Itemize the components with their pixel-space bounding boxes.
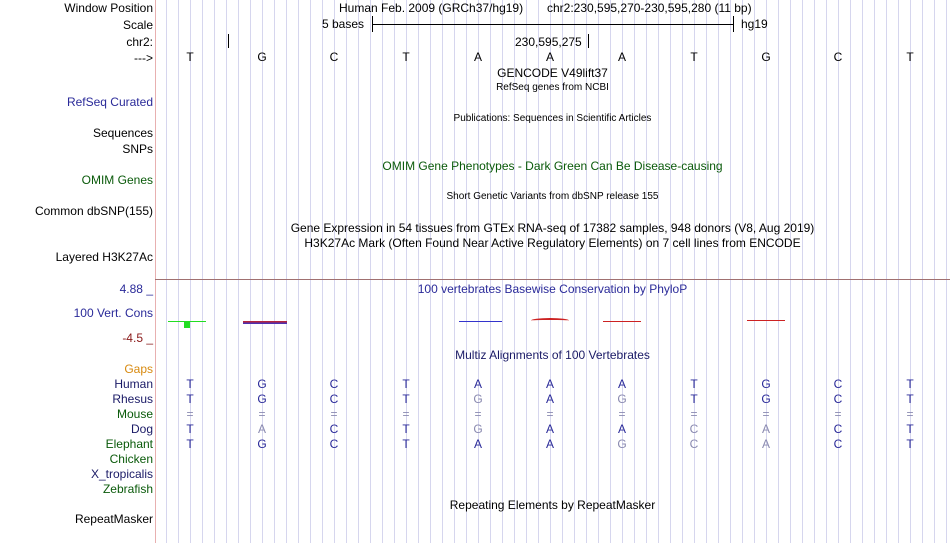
sequences-label[interactable]: Sequences	[92, 126, 153, 140]
phylop-bar-5	[459, 321, 502, 322]
dbsnp-track-title[interactable]: Short Genetic Variants from dbSNP release 155	[446, 191, 659, 202]
species-label-dog[interactable]: Dog	[130, 422, 153, 436]
phylop-track-title[interactable]: 100 vertebrates Basewise Conservation by PhyloP	[417, 282, 688, 296]
common-dbsnp-label[interactable]: Common dbSNP(155)	[34, 204, 153, 218]
alignment-base: T	[186, 392, 194, 406]
reference-base: C	[833, 50, 843, 64]
alignment-base: A	[545, 392, 554, 406]
alignment-base: C	[329, 392, 339, 406]
alignment-base: T	[402, 392, 410, 406]
omim-track-title[interactable]: OMIM Gene Phenotypes - Dark Green Can Be Disease-causing	[382, 159, 723, 173]
assembly-name: Human Feb. 2009 (GRCh37/hg19)	[339, 1, 524, 15]
alignment-base: A	[617, 377, 626, 391]
gtex-track-title[interactable]: Gene Expression in 54 tissues from GTEx RNA-seq of 17382 samples, 948 donors (V8, Aug 2019)	[290, 221, 815, 235]
alignment-base: C	[329, 437, 339, 451]
reference-base: G	[761, 50, 771, 64]
alignment-base: =	[834, 407, 842, 421]
alignment-base: C	[833, 392, 843, 406]
alignment-base: A	[761, 422, 770, 436]
alignment-base: G	[617, 392, 627, 406]
ruler-tick-left	[228, 34, 229, 48]
alignment-base: A	[473, 437, 482, 451]
omim-genes-label[interactable]: OMIM Genes	[81, 173, 153, 187]
gencode-track-title[interactable]: GENCODE V49lift37	[497, 66, 608, 80]
alignment-base: T	[690, 392, 698, 406]
snps-label[interactable]: SNPs	[122, 142, 153, 156]
alignment-base: T	[906, 392, 914, 406]
alignment-base: T	[186, 422, 194, 436]
ruler-tick-center	[588, 34, 589, 48]
layered-h3k27ac-label[interactable]: Layered H3K27Ac	[55, 250, 153, 264]
alignment-base: A	[617, 422, 626, 436]
reference-base: A	[545, 50, 554, 64]
alignment-base: =	[402, 407, 410, 421]
alignment-base: C	[329, 377, 339, 391]
alignment-base: T	[402, 437, 410, 451]
scale-bar	[372, 24, 734, 25]
alignment-base: T	[186, 437, 194, 451]
alignment-base: C	[833, 422, 843, 436]
vert-cons-label[interactable]: 100 Vert. Cons	[73, 306, 153, 320]
reference-base: A	[617, 50, 626, 64]
phylop-bar-7	[603, 321, 641, 322]
alignment-base: G	[473, 422, 483, 436]
scale-bar-start-tick	[372, 16, 373, 32]
db-name: hg19	[741, 17, 768, 31]
track-divider-line	[155, 279, 950, 280]
position-text: chr2:230,595,270-230,595,280 (11 bp)	[547, 1, 752, 15]
coordinate-tick-label: 230,595,275	[515, 35, 582, 49]
phylop-point-1	[184, 322, 190, 328]
species-label-elephant[interactable]: Elephant	[105, 437, 153, 451]
alignment-base: C	[329, 422, 339, 436]
strand-label: --->	[134, 51, 153, 65]
publications-track-title[interactable]: Publications: Sequences in Scientific Articles	[453, 113, 652, 124]
phylop-bar-6	[531, 318, 569, 323]
reference-base: G	[257, 50, 267, 64]
alignment-base: G	[257, 377, 267, 391]
alignment-base: A	[761, 437, 770, 451]
scale-label: Scale	[122, 18, 153, 32]
gaps-label[interactable]: Gaps	[124, 362, 153, 376]
alignment-base: T	[906, 377, 914, 391]
alignment-base: T	[690, 377, 698, 391]
reference-base: C	[329, 50, 339, 64]
alignment-base: =	[690, 407, 698, 421]
species-label-x_tropicalis[interactable]: X_tropicalis	[90, 467, 153, 481]
species-label-human[interactable]: Human	[114, 377, 153, 391]
phylop-bar-9	[747, 320, 785, 321]
refseq-curated-label[interactable]: RefSeq Curated	[66, 95, 153, 109]
alignment-base: C	[689, 422, 699, 436]
alignment-base: A	[545, 422, 554, 436]
chrom-label: chr2:	[126, 35, 153, 49]
scale-bar-end-tick	[733, 16, 734, 32]
alignment-base: C	[833, 437, 843, 451]
repeatmasker-track-title[interactable]: Repeating Elements by RepeatMasker	[449, 498, 656, 512]
repeatmasker-label[interactable]: RepeatMasker	[74, 512, 153, 526]
alignment-base: =	[186, 407, 194, 421]
alignment-base: T	[186, 377, 194, 391]
reference-base: T	[402, 50, 410, 64]
alignment-base: =	[258, 407, 266, 421]
reference-base: T	[690, 50, 698, 64]
species-label-zebrafish[interactable]: Zebrafish	[102, 482, 153, 496]
alignment-base: A	[257, 422, 266, 436]
window-position-label: Window Position	[64, 1, 153, 15]
alignment-base: A	[545, 437, 554, 451]
alignment-base: G	[257, 392, 267, 406]
h3k27ac-track-title[interactable]: H3K27Ac Mark (Often Found Near Active Regulatory Elements) on 7 cell lines from ENCODE	[304, 236, 801, 250]
reference-base: T	[906, 50, 914, 64]
alignment-base: =	[474, 407, 482, 421]
scale-text: 5 bases	[322, 17, 365, 31]
refseq-track-subtitle: RefSeq genes from NCBI	[496, 82, 609, 93]
alignment-base: A	[545, 377, 554, 391]
multiz-track-title[interactable]: Multiz Alignments of 100 Vertebrates	[455, 348, 650, 362]
alignment-base: =	[906, 407, 914, 421]
phylop-max-label: 4.88 _	[119, 282, 153, 296]
alignment-base: =	[762, 407, 770, 421]
alignment-base: T	[906, 422, 914, 436]
alignment-base: G	[617, 437, 627, 451]
alignment-base: T	[402, 377, 410, 391]
alignment-base: G	[761, 392, 771, 406]
alignment-base: G	[473, 392, 483, 406]
alignment-base: =	[618, 407, 626, 421]
alignment-base: C	[833, 377, 843, 391]
phylop-min-label: -4.5 _	[122, 331, 153, 345]
alignment-base: =	[546, 407, 554, 421]
reference-base: A	[473, 50, 482, 64]
alignment-base: G	[257, 437, 267, 451]
reference-base: T	[186, 50, 194, 64]
species-label-chicken[interactable]: Chicken	[109, 452, 153, 466]
alignment-base: T	[906, 437, 914, 451]
species-label-rhesus[interactable]: Rhesus	[112, 392, 153, 406]
alignment-base: T	[402, 422, 410, 436]
alignment-base: =	[330, 407, 338, 421]
phylop-bar-2	[243, 321, 287, 324]
alignment-base: C	[689, 437, 699, 451]
alignment-base: A	[473, 377, 482, 391]
alignment-base: G	[761, 377, 771, 391]
species-label-mouse[interactable]: Mouse	[116, 407, 153, 421]
